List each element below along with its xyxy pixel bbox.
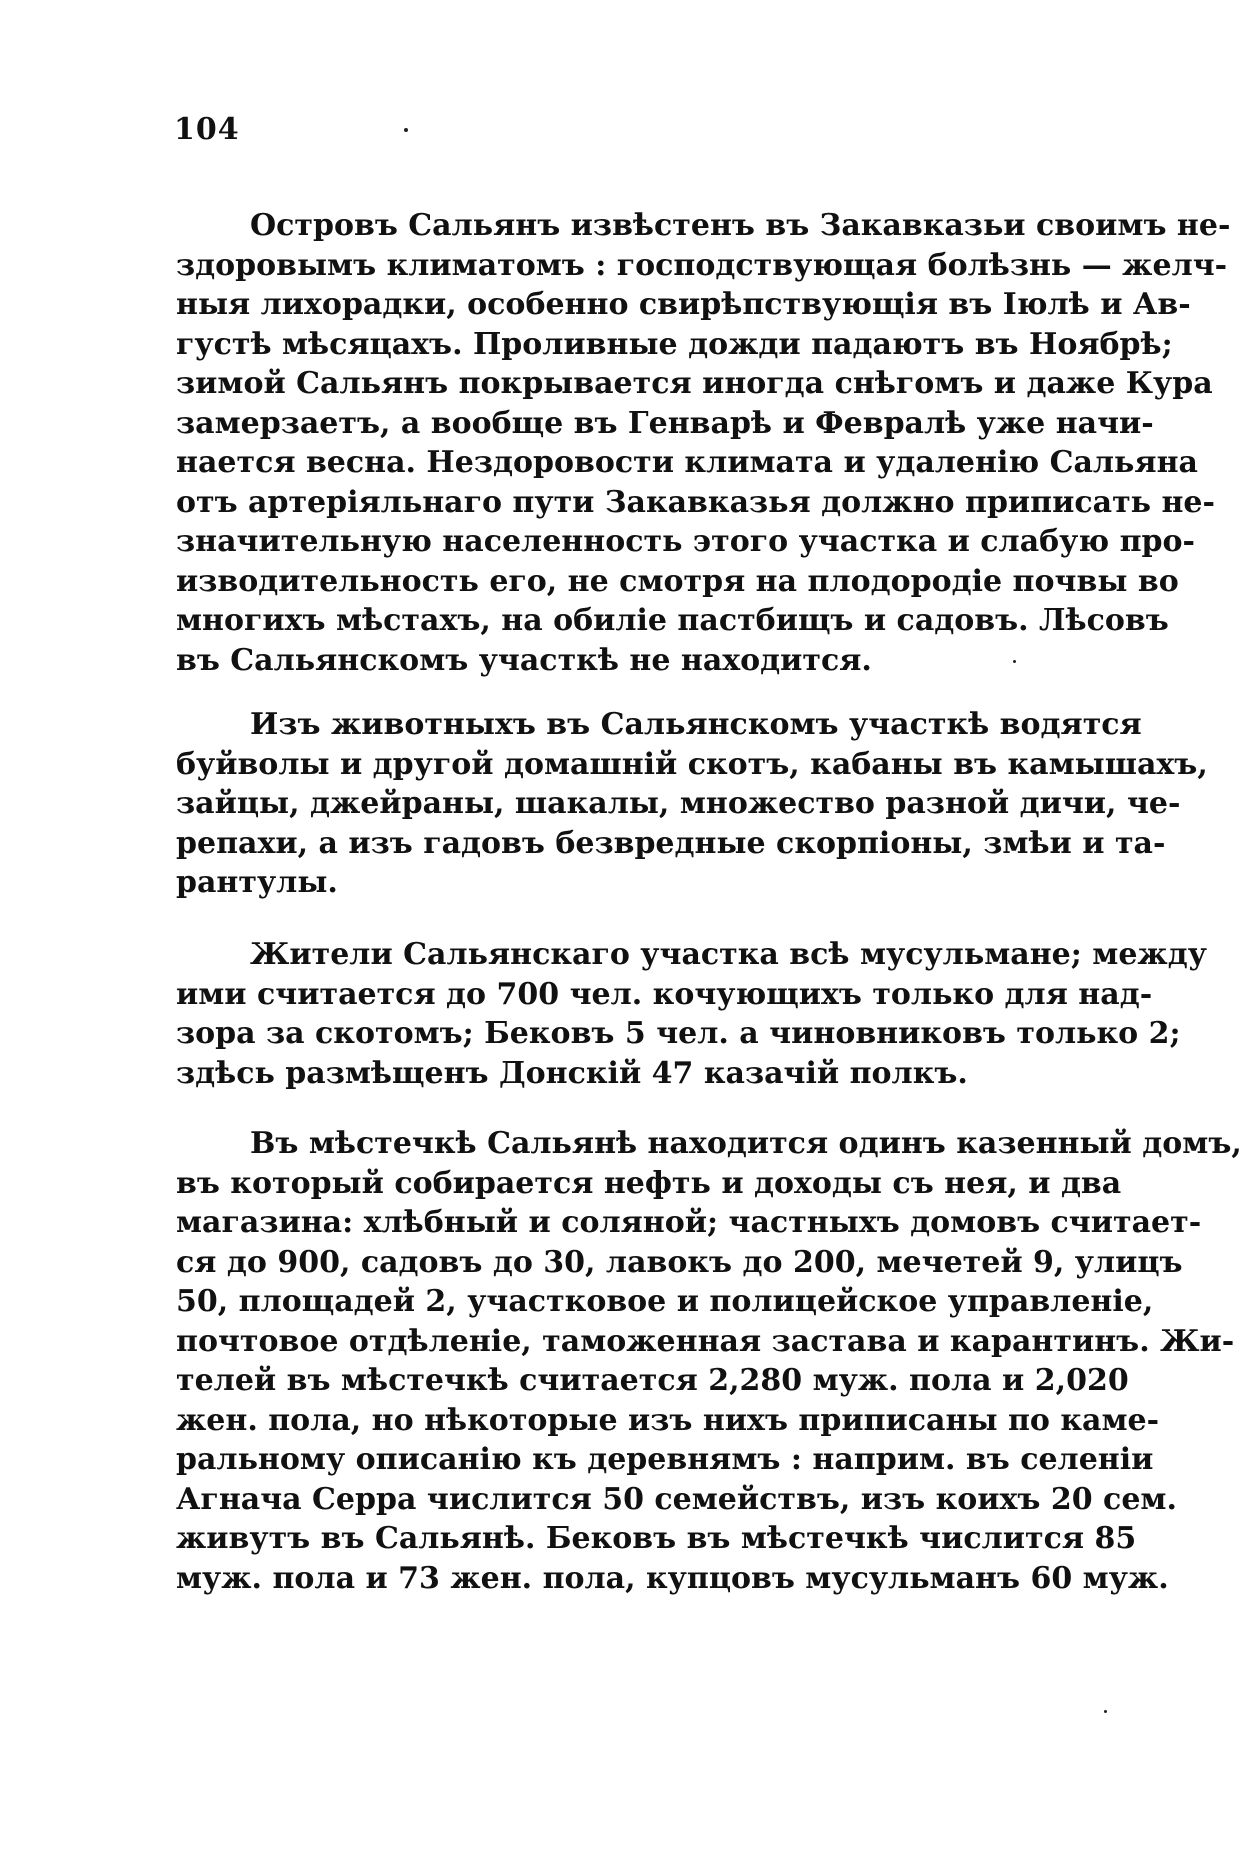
text-line: густѣ мѣсяцахъ. Проливные дожди падаютъ въ Ноябрѣ; — [176, 326, 1173, 362]
text-line: живутъ въ Сальянѣ. Бековъ въ мѣстечкѣ числится 85 — [176, 1521, 1137, 1556]
text-line: репахи, а изъ гадовъ безвредные скорпіоны, змѣи и та- — [176, 825, 1166, 861]
text-line: ральному описанію къ деревнямъ : наприм. въ селеніи — [176, 1442, 1154, 1477]
text-line: Изъ животныхъ въ Сальянскомъ участкѣ водятся — [250, 707, 1142, 742]
paragraph-animals — [176, 705, 1208, 903]
text-line: здѣсь размѣщенъ Донскій 47 казачій полкъ. — [176, 1055, 968, 1091]
text-line: зимой Сальянъ покрывается иногда снѣгомъ и даже Кура — [176, 366, 1213, 401]
text-line: ими считается до 700 чел. кочующихъ только для над- — [176, 976, 1153, 1012]
text-line: почтовое отдѣленіе, таможенная застава и карантинъ. Жи- — [176, 1323, 1235, 1359]
text-line: Островъ Сальянъ извѣстенъ въ Закавказьи своимъ не- — [250, 208, 1231, 243]
paragraph-climate — [176, 206, 1231, 680]
text-line: въ который собирается нефть и доходы съ нея, и два — [176, 1165, 1122, 1201]
text-line: муж. пола и 73 жен. пола, купцовъ мусульманъ 60 муж. — [176, 1560, 1169, 1596]
print-speck — [1104, 1710, 1107, 1713]
text-line: жен. пола, но нѣкоторые изъ нихъ приписаны по каме- — [176, 1402, 1160, 1438]
text-line: 50, площадей 2, участковое и полицейское управленіе, — [176, 1284, 1154, 1319]
text-line: зора за скотомъ; Бековъ 5 чел. а чиновниковъ только 2; — [176, 1016, 1181, 1051]
text-line: здоровымъ климатомъ : господствующая болѣзнь — желч- — [176, 247, 1228, 283]
text-line: телей въ мѣстечкѣ считается 2,280 муж. пола и 2,020 — [176, 1363, 1129, 1398]
text-line: Въ мѣстечкѣ Сальянѣ находится одинъ казенный домъ, — [250, 1126, 1242, 1161]
text-line: изводительность его, не смотря на плодородіе почвы во — [176, 563, 1179, 599]
paragraph-inhabitants — [176, 935, 1207, 1093]
text-line: Жители Сальянскаго участка всѣ мусульмане; между — [250, 937, 1207, 972]
text-line: многихъ мѣстахъ, на обиліе пастбищъ и садовъ. Лѣсовъ — [176, 603, 1169, 638]
text-line: отъ артеріяльнаго пути Закавказья должно приписать не- — [176, 484, 1215, 520]
print-speck — [404, 128, 408, 132]
page-number: 104 — [174, 112, 240, 147]
text-line: магазина: хлѣбный и соляной; частныхъ домовъ считает- — [176, 1205, 1202, 1240]
text-line: въ Сальянскомъ участкѣ не находится. — [176, 642, 872, 678]
text-line: буйволы и другой домашній скотъ, кабаны въ камышахъ, — [176, 746, 1208, 782]
paragraph-town — [176, 1124, 1242, 1598]
text-line: нается весна. Нездоровости климата и удаленію Сальяна — [176, 445, 1198, 480]
text-line: рантулы. — [176, 865, 338, 900]
text-line: зайцы, джейраны, шакалы, множество разной дичи, че- — [176, 786, 1181, 821]
text-line: ныя лихорадки, особенно свирѣпствующія въ Іюлѣ и Ав- — [176, 287, 1191, 322]
text-line: значительную населенность этого участка и слабую про- — [176, 524, 1195, 559]
text-line: Агнача Серра числится 50 семействъ, изъ коихъ 20 сем. — [176, 1481, 1177, 1517]
text-line: ся до 900, садовъ до 30, лавокъ до 200, мечетей 9, улицъ — [176, 1244, 1183, 1280]
text-line: замерзаетъ, а вообще въ Генварѣ и Февралѣ уже начи- — [176, 405, 1154, 441]
